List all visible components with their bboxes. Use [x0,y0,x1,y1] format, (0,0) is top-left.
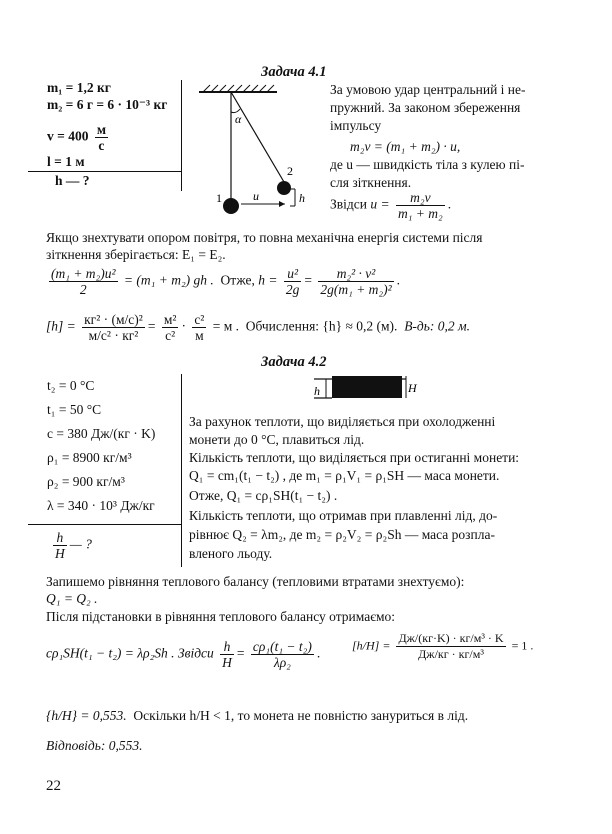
given42-rho2: ρ₂ = 900 кг/м³ [47,474,125,489]
units-den2: с² [165,328,176,343]
answer-42: Відповідь: 0,553. [46,738,143,753]
find-h: h — ? [55,173,90,188]
units-end: = м . [212,318,240,334]
u-fraction [396,190,445,221]
where-u-line2: сля зіткнення. [330,175,412,190]
given-v-unit [95,122,108,153]
result-value: {h/H} = 0,553. [46,708,127,723]
given42-rho1: ρ₁ = 8900 кг/м³ [47,450,132,465]
find-fraction [53,530,67,561]
energy-line1: Якщо знехтувати опором повітря, то повна механічна енергія системи після [46,230,483,245]
given42-c: c = 380 Дж/(кг · K) [47,426,156,441]
t41-line1: За умовою удар центральний і не- [330,82,526,97]
given-v-den: с [98,138,105,153]
label-2: 2 [287,164,293,178]
fig-h-label: h [314,384,320,398]
u-lhs: u = [370,196,390,212]
h-label: h [299,191,305,205]
given-m2: m₂ = 6 г = 6 · 10⁻³ кг [47,97,168,112]
h-lhs: h = [258,272,278,288]
calculation: Обчислення: {h} ≈ 0,2 (м). [245,318,398,334]
result-line [46,708,468,724]
t42-line3: Кількість теплоти, що виділяється при остиганні монети: [189,450,520,465]
find-suffix: — ? [69,536,92,552]
final-equation: cρ₁SH(t₁ − t₂) = λρ₂Sh . Звідси $\frac{h}{H}$ = $\frac{\text{cρ₁(t₁ − t₂)}}{\text{λρ₂}}$ . [46,639,321,670]
h-fraction1 [284,266,302,297]
energy-line2: зіткнення зберігається: E₁ = E₂. [46,247,226,262]
units-ratio [352,631,533,662]
energy-equation: $\frac{\text{(m₁ + m₂)u²}}{2}$ = (m₁ + m₂) gh . Отже, h = $\frac{\text{u²}}{2g}$ = $\frac{\text{m₂² · v²}}{\text{2g(m₁ + m₂)²}}$ . [51,266,401,297]
given42-t1: t₁ = 50 °C [47,402,102,417]
units-equation: [h] = $\frac{\text{кг² · (м/с)²}}{\text{м/с² · кг²}}$ = $\frac{\text{м²}}{\text{с²}}$ · $\frac{\text{с²}}{м}$ = м . Обчислення: {h} ≈ 0,2 (м). В-дь: 0,2 м. [46,312,471,343]
find-ratio [50,530,92,561]
energy-lhs-fraction [49,266,118,297]
task42-title: Задача 4.2 [261,354,327,370]
task41-title: Задача 4.1 [261,64,327,80]
pendulum-figure [195,82,325,217]
unit-bracket: [h/H] = [352,638,391,653]
ball-1 [223,198,239,214]
t42-line1: За рахунок теплоти, що виділяється при охолодженні [189,414,496,429]
unit-end: = 1 . [511,638,534,653]
h-fraction2 [318,266,393,297]
energy-num: (m₁ + m₂)u² [51,266,116,281]
find-num: h [53,530,67,546]
given-v-num: м [96,122,107,137]
fig-H-label: H [408,381,417,395]
units-num1: кг² · (м/с)² [84,312,143,327]
ratio-rhs-den: λρ₂ [273,655,291,670]
given42-t2: t₂ = 0 °C [47,378,95,393]
coin [332,376,402,398]
given-divider [28,171,181,172]
energy-rhs: = (m₁ + m₂) gh . [123,272,214,288]
u-formula: Звідси u = $\frac{\text{m₂v}}{\text{m₁ + m₂}}$ . [330,190,452,221]
units-num2: м² [163,312,177,327]
t42-line6: Кількість теплоти, що отримав при плавленні лід, до- [189,508,498,523]
u-num: m₂v [396,190,445,206]
where-u-line1: де u — швидкість тіла з кулею пі- [330,157,525,172]
u-label: u [253,189,259,203]
given-v-lhs: v = 400 [47,128,89,144]
given-m1: m₁ = 1,2 кг [47,80,111,95]
unit-ratio-fraction [396,631,505,662]
final-lhs: cρ₁SH(t₁ − t₂) = λρ₂Sh . Звідси [46,645,214,661]
answer-41: В-дь: 0,2 м. [404,318,471,334]
u-den: m₁ + m₂ [397,206,443,221]
balance-line2: Q₁ = Q₂ . [46,591,98,606]
find-den: H [55,546,65,561]
energy-den: 2 [79,282,87,297]
units-num3: с² [194,312,205,327]
units-fraction1 [82,312,145,343]
given-v [47,122,111,153]
ratio-num: h [220,639,234,655]
ratio-fraction [220,639,234,670]
t42-line2: монети до 0 °C, плавиться лід. [189,432,365,447]
t41-line2: пружний. За законом збереження [330,100,521,115]
page-number: 22 [46,778,61,794]
h-num1: u² [284,266,302,282]
ratio-rhs-num: cρ₁(t₁ − t₂) [252,639,312,654]
given42-vertical-rule [181,374,182,567]
t42-line4: Q₁ = cm₁(t₁ − t₂) , де m₁ = ρ₁V₁ = ρ₁SH — маса монети. [189,468,500,483]
unit-bottom: Дж/кг · кг/м³ [418,647,484,661]
ratio-rhs-fraction [251,639,314,670]
momentum-equation: m₂v = (m₁ + m₂) · u, [350,139,461,154]
label-1: 1 [216,191,222,205]
ratio-den: H [222,655,232,670]
units-den3: м [195,328,204,343]
given42-lambda: λ = 340 · 10³ Дж/кг [47,498,155,513]
unit-top: Дж/(кг·K) · кг/м³ · K [398,631,504,645]
t42-line7: рівнює Q₂ = λm₂, де m₂ = ρ₂V₂ = ρ₂Sh — маса розпла- [189,527,495,542]
hence-word: Звідси [330,196,367,212]
coin-ice-figure [308,373,418,405]
units-lhs: [h] = [46,318,76,334]
t42-line8: вленого льоду. [189,546,273,561]
units-fraction3 [192,312,206,343]
units-den1: м/с² · кг² [88,328,139,343]
units-fraction2 [162,312,179,343]
given-vertical-rule [181,80,182,191]
conclusion: Оскільки h/H < 1, то монета не повністю зануриться в лід. [133,708,469,723]
alpha-label: α [235,112,242,126]
t41-line3: імпульсу [330,118,382,133]
h-den2: 2g(m₁ + m₂)² [320,282,392,297]
so-word: Отже, [220,272,255,288]
t42-line5: Отже, Q₁ = cρ₁SH(t₁ − t₂) . [189,488,338,503]
subst-line: Після підстановки в рівняння теплового балансу отримаємо: [46,609,396,624]
given42-divider [28,524,181,525]
h-num2: m₂² · v² [318,266,393,282]
h-den1: 2g [285,282,300,297]
given-l: l = 1 м [47,154,85,169]
balance-line1: Запишемо рівняння теплового балансу (тепловими втратами знехтуємо): [46,574,465,589]
ball-2 [277,181,291,195]
